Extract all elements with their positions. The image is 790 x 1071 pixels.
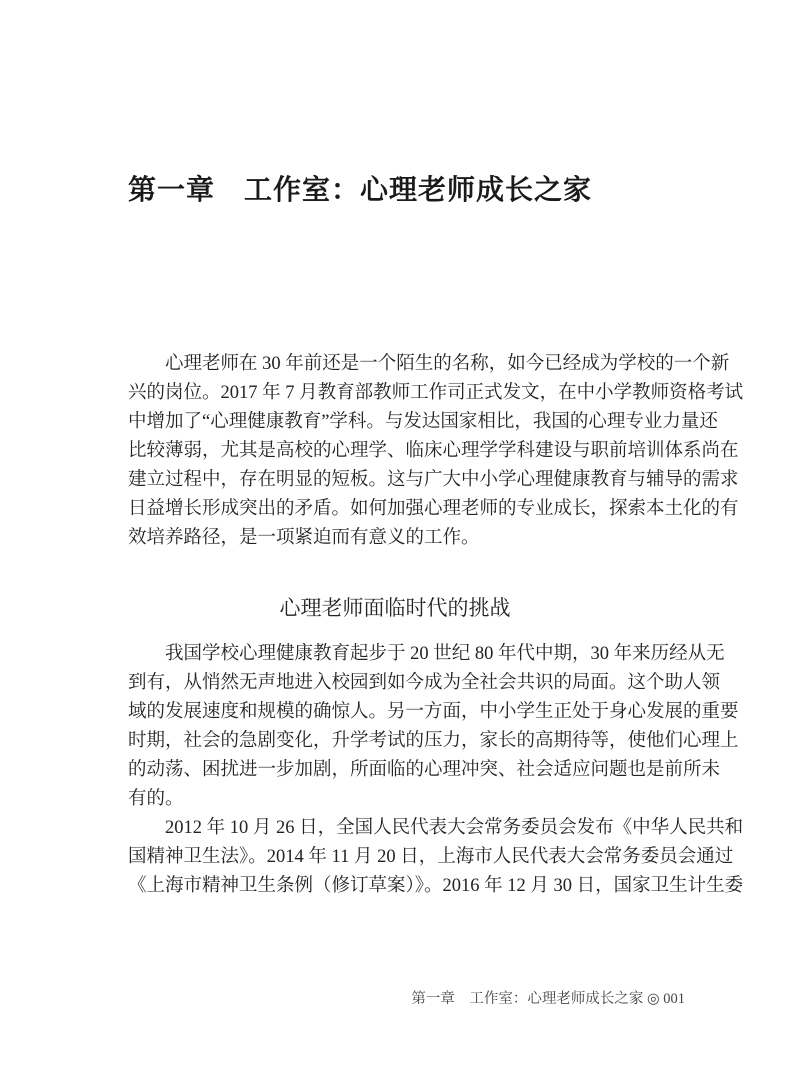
- text-line: 效培养路径，是一项紧迫而有意义的工作。: [128, 528, 480, 548]
- separator-icon: ◎: [646, 991, 660, 1007]
- text-line: 2012 年 10 月 26 日，全国人民代表大会常务委员会发布《中华人民共和: [165, 818, 744, 838]
- paragraph-challenges: [128, 640, 739, 814]
- text-line: 日益增长形成突出的矛盾。如何加强心理老师的专业成长，探索本土化的有: [128, 499, 739, 519]
- text-line: 有的。: [128, 789, 184, 809]
- page-number: 001: [663, 991, 685, 1007]
- text-line: 《上海市精神卫生条例（修订草案）》。2016 年 12 月 30 日，国家卫生计生委: [128, 876, 744, 896]
- text-line: 中增加了“心理健康教育”学科。与发达国家相比，我国的心理专业力量还: [128, 412, 718, 432]
- running-title: 第一章 工作室：心理老师成长之家: [411, 991, 644, 1007]
- section-heading: 心理老师面临时代的挑战: [279, 597, 511, 620]
- text-line: 到有，从悄然无声地进入校园到如今成为全社会共识的局面。这个助人领: [128, 673, 721, 693]
- paragraph-intro: [128, 350, 744, 553]
- text-line: 建立过程中，存在明显的短板。这与广大中小学心理健康教育与辅导的需求: [128, 470, 739, 490]
- text-line: 兴的岗位。2017 年 7 月教育部教师工作司正式发文，在中小学教师资格考试: [128, 383, 744, 403]
- text-line: 国精神卫生法》。2014 年 11 月 20 日，上海市人民代表大会常务委员会通过: [128, 847, 734, 867]
- paragraph-legislation: [128, 814, 744, 901]
- text-line: 心理老师在 30 年前还是一个陌生的名称，如今已经成为学校的一个新: [165, 354, 730, 374]
- text-line: 的动荡、困扰进一步加剧，所面临的心理冲突、社会适应问题也是前所未: [128, 760, 721, 780]
- text-line: 我国学校心理健康教育起步于 20 世纪 80 年代中期，30 年来历经从无: [165, 644, 725, 664]
- chapter-title: 第一章 工作室：心理老师成长之家: [128, 175, 593, 206]
- page-footer: [411, 987, 685, 1008]
- text-line: 时期，社会的急剧变化，升学考试的压力，家长的高期待等，使他们心理上: [128, 731, 739, 751]
- text-line: 域的发展速度和规模的确惊人。另一方面，中小学生正处于身心发展的重要: [128, 702, 739, 722]
- text-line: 比较薄弱，尤其是高校的心理学、临床心理学学科建设与职前培训体系尚在: [128, 441, 739, 461]
